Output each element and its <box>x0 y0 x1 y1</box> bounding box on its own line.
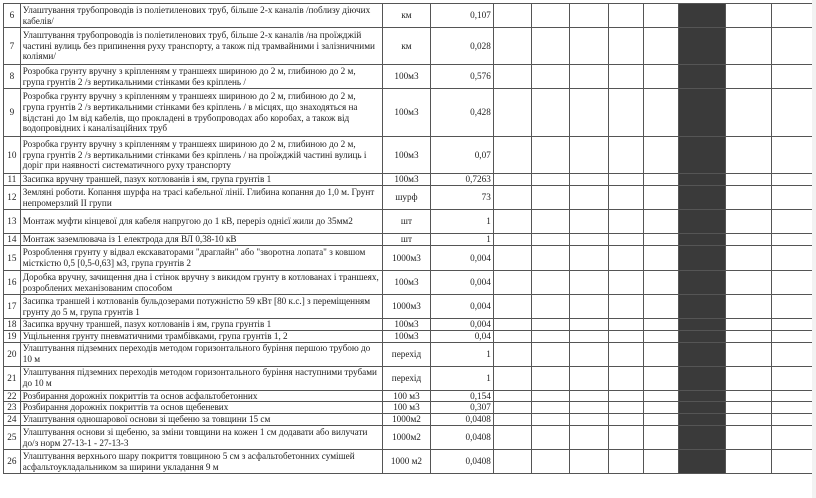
empty-cell <box>644 330 679 342</box>
unit-of-measure: 100м3 <box>382 137 431 174</box>
empty-cell <box>644 234 679 246</box>
empty-cell <box>493 271 531 295</box>
unit-of-measure: 1000м3 <box>382 246 431 271</box>
empty-cell <box>608 402 644 414</box>
redacted-cell <box>678 402 726 414</box>
empty-cell <box>493 295 531 319</box>
empty-cell <box>726 271 772 295</box>
work-description: Улаштування основи зі щебеню, за зміни товщини на кожен 1 см додавати або вилучати до/з норм 27-13-1 - 27-13-3 <box>20 426 382 450</box>
empty-cell <box>608 186 644 210</box>
empty-cell <box>493 4 531 28</box>
empty-cell <box>726 414 772 426</box>
empty-cell <box>772 4 816 28</box>
empty-cell <box>772 366 816 390</box>
table-row <box>4 89 816 137</box>
unit-of-measure: 100 м3 <box>382 402 431 414</box>
table-row <box>4 319 816 331</box>
row-number: 9 <box>4 89 21 137</box>
redacted-cell <box>678 414 726 426</box>
redacted-cell <box>678 366 726 390</box>
unit-of-measure: 100м3 <box>382 89 431 137</box>
row-number: 12 <box>4 186 21 210</box>
empty-cell <box>532 426 570 450</box>
row-number: 23 <box>4 402 21 414</box>
row-number: 14 <box>4 234 21 246</box>
table-row <box>4 137 816 174</box>
table-row <box>4 234 816 246</box>
empty-cell <box>532 137 570 174</box>
empty-cell <box>608 366 644 390</box>
empty-cell <box>570 4 608 28</box>
quantity: 0,004 <box>431 319 493 331</box>
empty-cell <box>608 342 644 366</box>
redacted-cell <box>678 28 726 65</box>
empty-cell <box>644 426 679 450</box>
quantity: 0,004 <box>431 246 493 271</box>
empty-cell <box>772 271 816 295</box>
row-number: 17 <box>4 295 21 319</box>
empty-cell <box>644 137 679 174</box>
empty-cell <box>570 186 608 210</box>
row-number: 6 <box>4 4 21 28</box>
empty-cell <box>493 234 531 246</box>
empty-cell <box>608 414 644 426</box>
empty-cell <box>772 330 816 342</box>
empty-cell <box>570 319 608 331</box>
empty-cell <box>726 342 772 366</box>
scan-edge <box>812 0 816 498</box>
work-description: Доробка вручну, зачищення дна і стінок вручну з викидом грунту в котлованах і траншеях, розроблених механізованим способом <box>20 271 382 295</box>
empty-cell <box>608 450 644 474</box>
empty-cell <box>644 174 679 186</box>
empty-cell <box>644 89 679 137</box>
work-description: Розробка грунту вручну з кріпленням у траншеях шириною до 2 м, глибиною до 2 м, група грунтів 2 /з вертикальними стінками без кріплень / на проїжджій частині вулиць і доріг при наявності систематичного руху транспорту <box>20 137 382 174</box>
quantity: 0,004 <box>431 295 493 319</box>
empty-cell <box>608 319 644 331</box>
row-number: 25 <box>4 426 21 450</box>
table-row <box>4 65 816 89</box>
work-description: Засипка вручну траншей, пазух котлованів і ям, група грунтів 1 <box>20 174 382 186</box>
empty-cell <box>726 4 772 28</box>
work-description: Улаштування трубопроводів із поліетиленових труб, більше 2-х каналів /поблизу діючих кабелів/ <box>20 4 382 28</box>
quantity: 0,107 <box>431 4 493 28</box>
table-row <box>4 342 816 366</box>
empty-cell <box>644 450 679 474</box>
empty-cell <box>493 426 531 450</box>
quantity: 0,154 <box>431 390 493 402</box>
empty-cell <box>570 402 608 414</box>
empty-cell <box>726 450 772 474</box>
empty-cell <box>644 414 679 426</box>
empty-cell <box>726 246 772 271</box>
empty-cell <box>532 390 570 402</box>
empty-cell <box>608 210 644 234</box>
empty-cell <box>570 137 608 174</box>
quantity: 0,028 <box>431 28 493 65</box>
empty-cell <box>570 450 608 474</box>
quantity: 73 <box>431 186 493 210</box>
empty-cell <box>726 65 772 89</box>
work-description: Засипка траншей і котлованів бульдозерами потужністю 59 кВт [80 к.с.] з переміщенням грунту до 5 м, група грунтів 1 <box>20 295 382 319</box>
work-description: Улаштування трубопроводів із поліетиленових труб, більше 2-х каналів /на проїжджій частині вулиць без припинення руху транспорту, а також під трамвайними і залізничними коліями/ <box>20 28 382 65</box>
quantity: 1 <box>431 342 493 366</box>
table-row <box>4 28 816 65</box>
empty-cell <box>726 174 772 186</box>
quantity: 0,0408 <box>431 450 493 474</box>
unit-of-measure: 100м3 <box>382 174 431 186</box>
estimate-table <box>3 3 816 474</box>
empty-cell <box>493 210 531 234</box>
work-description: Улаштування підземних переходів методом горизонтального буріння першою трубою до 10 м <box>20 342 382 366</box>
unit-of-measure: 1000 м2 <box>382 450 431 474</box>
quantity: 0,307 <box>431 402 493 414</box>
empty-cell <box>570 246 608 271</box>
empty-cell <box>608 65 644 89</box>
quantity: 1 <box>431 234 493 246</box>
empty-cell <box>772 65 816 89</box>
empty-cell <box>644 366 679 390</box>
row-number: 22 <box>4 390 21 402</box>
unit-of-measure: шурф <box>382 186 431 210</box>
row-number: 15 <box>4 246 21 271</box>
empty-cell <box>570 271 608 295</box>
empty-cell <box>644 28 679 65</box>
unit-of-measure: 100 м3 <box>382 390 431 402</box>
empty-cell <box>532 65 570 89</box>
redacted-cell <box>678 426 726 450</box>
empty-cell <box>772 210 816 234</box>
quantity: 1 <box>431 210 493 234</box>
empty-cell <box>644 4 679 28</box>
empty-cell <box>532 402 570 414</box>
row-number: 16 <box>4 271 21 295</box>
empty-cell <box>493 65 531 89</box>
empty-cell <box>726 330 772 342</box>
empty-cell <box>608 426 644 450</box>
quantity: 0,7263 <box>431 174 493 186</box>
empty-cell <box>570 28 608 65</box>
empty-cell <box>532 28 570 65</box>
empty-cell <box>726 390 772 402</box>
empty-cell <box>570 414 608 426</box>
table-row <box>4 295 816 319</box>
redacted-cell <box>678 342 726 366</box>
table-row <box>4 366 816 390</box>
empty-cell <box>726 28 772 65</box>
quantity: 0,04 <box>431 330 493 342</box>
empty-cell <box>772 174 816 186</box>
table-row <box>4 426 816 450</box>
work-description: Розробка грунту вручну з кріпленням у траншеях шириною до 2 м, глибиною до 2 м, група грунтів 2 /з вертикальними стінками без кріплень / в місцях, що знаходяться на відстані до 1м від кабелів, що прокладені в трубопроводах або коробах, а також від водопровідних і каналізаційних труб <box>20 89 382 137</box>
row-number: 20 <box>4 342 21 366</box>
empty-cell <box>772 246 816 271</box>
empty-cell <box>570 390 608 402</box>
empty-cell <box>772 319 816 331</box>
empty-cell <box>608 137 644 174</box>
empty-cell <box>493 28 531 65</box>
empty-cell <box>493 89 531 137</box>
work-description: Розбирання дорожніх покриттів та основ щебеневих <box>20 402 382 414</box>
empty-cell <box>493 330 531 342</box>
empty-cell <box>570 426 608 450</box>
empty-cell <box>644 65 679 89</box>
row-number: 24 <box>4 414 21 426</box>
row-number: 13 <box>4 210 21 234</box>
unit-of-measure: км <box>382 4 431 28</box>
empty-cell <box>532 295 570 319</box>
empty-cell <box>493 319 531 331</box>
unit-of-measure: 100м3 <box>382 319 431 331</box>
empty-cell <box>493 450 531 474</box>
empty-cell <box>570 366 608 390</box>
empty-cell <box>493 402 531 414</box>
table-row <box>4 414 816 426</box>
empty-cell <box>772 234 816 246</box>
table-body <box>4 4 816 474</box>
table-row <box>4 210 816 234</box>
row-number: 26 <box>4 450 21 474</box>
redacted-cell <box>678 234 726 246</box>
table-row <box>4 450 816 474</box>
unit-of-measure: 1000м2 <box>382 414 431 426</box>
empty-cell <box>608 174 644 186</box>
empty-cell <box>493 390 531 402</box>
empty-cell <box>726 426 772 450</box>
empty-cell <box>644 246 679 271</box>
empty-cell <box>726 366 772 390</box>
unit-of-measure: 1000м3 <box>382 295 431 319</box>
redacted-cell <box>678 4 726 28</box>
work-description: Улаштування верхнього шару покриття товщиною 5 см з асфальтобетонних сумішей асфальтоукладальником за ширини укладання 9 м <box>20 450 382 474</box>
empty-cell <box>532 186 570 210</box>
empty-cell <box>644 271 679 295</box>
redacted-cell <box>678 390 726 402</box>
empty-cell <box>772 342 816 366</box>
empty-cell <box>532 342 570 366</box>
redacted-cell <box>678 271 726 295</box>
empty-cell <box>532 234 570 246</box>
empty-cell <box>532 319 570 331</box>
empty-cell <box>570 295 608 319</box>
empty-cell <box>493 246 531 271</box>
quantity: 0,428 <box>431 89 493 137</box>
unit-of-measure: перехід <box>382 366 431 390</box>
empty-cell <box>644 402 679 414</box>
empty-cell <box>532 210 570 234</box>
empty-cell <box>570 89 608 137</box>
quantity: 1 <box>431 366 493 390</box>
work-description: Улаштування одношарової основи зі щебеню за товщини 15 см <box>20 414 382 426</box>
empty-cell <box>570 65 608 89</box>
empty-cell <box>644 210 679 234</box>
empty-cell <box>608 246 644 271</box>
unit-of-measure: перехід <box>382 342 431 366</box>
empty-cell <box>493 342 531 366</box>
empty-cell <box>570 342 608 366</box>
table-row <box>4 330 816 342</box>
work-description: Розбирання дорожніх покриттів та основ асфальтобетонних <box>20 390 382 402</box>
empty-cell <box>772 28 816 65</box>
empty-cell <box>608 295 644 319</box>
empty-cell <box>772 89 816 137</box>
empty-cell <box>570 234 608 246</box>
redacted-cell <box>678 186 726 210</box>
unit-of-measure: 1000м2 <box>382 426 431 450</box>
empty-cell <box>570 330 608 342</box>
row-number: 7 <box>4 28 21 65</box>
work-description: Монтаж муфти кінцевої для кабеля напругою до 1 кВ, переріз однієї жили до 35мм2 <box>20 210 382 234</box>
redacted-cell <box>678 450 726 474</box>
empty-cell <box>570 174 608 186</box>
empty-cell <box>772 426 816 450</box>
work-description: Земляні роботи. Копання шурфа на трасі кабельної лінії. Глибина копання до 1,0 м. Грунт непромерзлий ІІ групи <box>20 186 382 210</box>
empty-cell <box>644 186 679 210</box>
empty-cell <box>772 137 816 174</box>
empty-cell <box>608 234 644 246</box>
redacted-cell <box>678 295 726 319</box>
empty-cell <box>608 271 644 295</box>
empty-cell <box>726 210 772 234</box>
work-description: Розроблення грунту у відвал екскаваторами "драглайн" або "зворотна лопата" з ковшом місткістю 0,5 [0,5-0,63] м3, група грунтів 2 <box>20 246 382 271</box>
work-description: Ущільнення грунту пневматичними трамбівками, група грунтів 1, 2 <box>20 330 382 342</box>
row-number: 11 <box>4 174 21 186</box>
redacted-cell <box>678 89 726 137</box>
empty-cell <box>532 271 570 295</box>
redacted-cell <box>678 246 726 271</box>
unit-of-measure: шт <box>382 234 431 246</box>
empty-cell <box>726 319 772 331</box>
empty-cell <box>772 186 816 210</box>
work-description: Улаштування підземних переходів методом горизонтального буріння наступними трубами до 10 м <box>20 366 382 390</box>
empty-cell <box>644 390 679 402</box>
empty-cell <box>726 295 772 319</box>
redacted-cell <box>678 65 726 89</box>
empty-cell <box>532 246 570 271</box>
table-row <box>4 186 816 210</box>
quantity: 0,0408 <box>431 414 493 426</box>
unit-of-measure: шт <box>382 210 431 234</box>
work-description: Монтаж заземлювача із 1 електрода для ВЛ 0,38-10 кВ <box>20 234 382 246</box>
redacted-cell <box>678 330 726 342</box>
empty-cell <box>608 330 644 342</box>
row-number: 8 <box>4 65 21 89</box>
row-number: 18 <box>4 319 21 331</box>
unit-of-measure: 100м3 <box>382 65 431 89</box>
empty-cell <box>493 414 531 426</box>
empty-cell <box>772 450 816 474</box>
redacted-cell <box>678 319 726 331</box>
table-row <box>4 4 816 28</box>
quantity: 0,004 <box>431 271 493 295</box>
row-number: 10 <box>4 137 21 174</box>
unit-of-measure: 100м3 <box>382 330 431 342</box>
redacted-cell <box>678 210 726 234</box>
empty-cell <box>644 295 679 319</box>
unit-of-measure: км <box>382 28 431 65</box>
redacted-cell <box>678 137 726 174</box>
empty-cell <box>532 366 570 390</box>
table-row <box>4 174 816 186</box>
empty-cell <box>772 390 816 402</box>
empty-cell <box>644 342 679 366</box>
empty-cell <box>772 295 816 319</box>
empty-cell <box>532 89 570 137</box>
row-number: 19 <box>4 330 21 342</box>
table-row <box>4 246 816 271</box>
empty-cell <box>608 89 644 137</box>
row-number: 21 <box>4 366 21 390</box>
empty-cell <box>570 210 608 234</box>
empty-cell <box>772 414 816 426</box>
quantity: 0,576 <box>431 65 493 89</box>
empty-cell <box>608 28 644 65</box>
empty-cell <box>726 186 772 210</box>
empty-cell <box>493 137 531 174</box>
empty-cell <box>493 186 531 210</box>
empty-cell <box>726 402 772 414</box>
work-description: Засипка вручну траншей, пазух котлованів і ям, група грунтів 1 <box>20 319 382 331</box>
empty-cell <box>644 319 679 331</box>
empty-cell <box>532 414 570 426</box>
empty-cell <box>772 402 816 414</box>
empty-cell <box>608 390 644 402</box>
quantity: 0,0408 <box>431 426 493 450</box>
table-row <box>4 402 816 414</box>
unit-of-measure: 100м3 <box>382 271 431 295</box>
table-row <box>4 271 816 295</box>
redacted-cell <box>678 174 726 186</box>
empty-cell <box>532 4 570 28</box>
empty-cell <box>608 4 644 28</box>
work-description: Розробка грунту вручну з кріпленням у траншеях шириною до 2 м, глибиною до 2 м, група грунтів 2 /з вертикальними стінками без кріплень / <box>20 65 382 89</box>
empty-cell <box>493 174 531 186</box>
empty-cell <box>532 330 570 342</box>
empty-cell <box>532 450 570 474</box>
empty-cell <box>493 366 531 390</box>
empty-cell <box>726 137 772 174</box>
quantity: 0,07 <box>431 137 493 174</box>
empty-cell <box>532 174 570 186</box>
empty-cell <box>726 89 772 137</box>
table-row <box>4 390 816 402</box>
empty-cell <box>726 234 772 246</box>
